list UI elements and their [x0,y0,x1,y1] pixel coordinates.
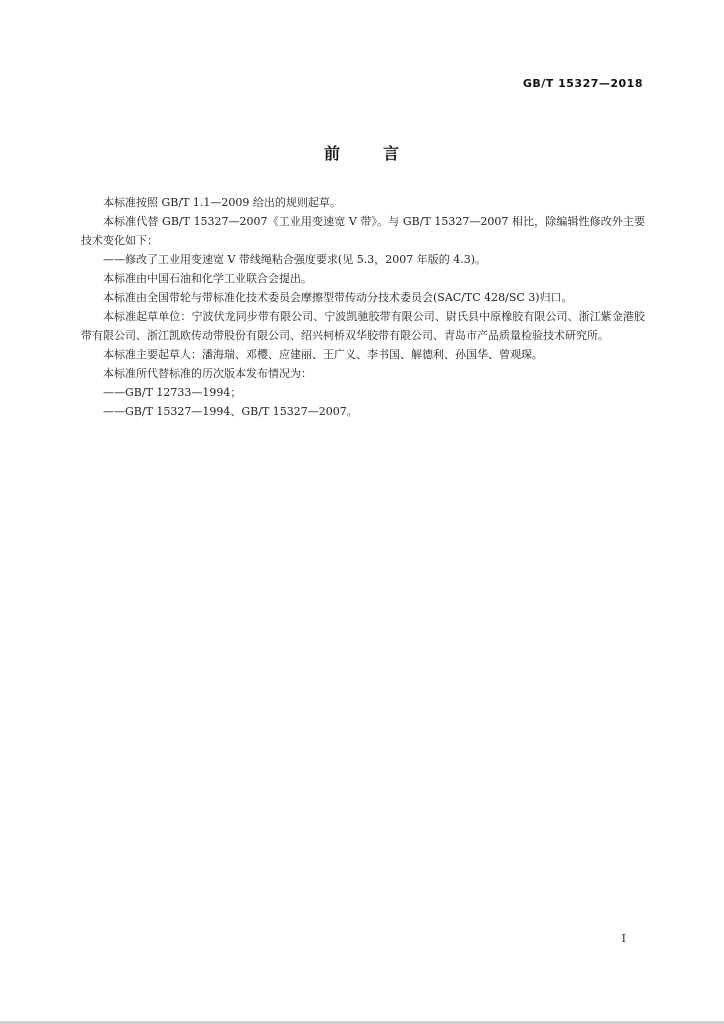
history-item: ——GB/T 12733—1994； [103,386,242,399]
paragraph-proposed-by: 本标准由中国石油和化学工业联合会提出。 [103,272,312,285]
title-char-2: 言 [383,144,401,163]
paragraph-drafters: 本标准主要起草人：潘海瑞、邓樱、应建丽、王广义、李书国、解德利、孙国华、曾观琛。 [103,348,543,361]
paragraph-drafting-rules: 本标准按照 GB/T 1.1—2009 给出的规则起草。 [103,196,341,209]
foreword-body [81,193,645,421]
standard-code: GB/T 15327—2018 [522,77,643,90]
paragraph-history-intro: 本标准所代替标准的历次版本发布情况为： [103,367,312,380]
page-title [0,141,724,164]
paragraph-administered-by: 本标准由全国带轮与带标准化技术委员会摩擦型带传动分技术委员会(SAC/TC 428/SC 3)归口。 [103,291,573,304]
paragraph-drafting-units: 本标准起草单位：宁波伏龙同步带有限公司、宁波凯驰胶带有限公司、尉氏县中原橡胶有限公司、浙江紫金港胶带有限公司、浙江凯欧传动带股份有限公司、绍兴柯桥双华胶带有限公司、青岛市产品质量检验技术研究所。 [81,310,645,342]
page-number: I [621,932,626,945]
title-char-1: 前 [323,144,341,163]
paragraph-replaces: 本标准代替 GB/T 15327—2007《工业用变速宽 V 带》。与 GB/T 15327—2007 相比，除编辑性修改外主要技术变化如下： [81,215,645,247]
change-item: ——修改了工业用变速宽 V 带线绳粘合强度要求(见 5.3，2007 年版的 4.3)。 [103,253,486,266]
history-item: ——GB/T 15327—1994、GB/T 15327—2007。 [103,405,358,418]
